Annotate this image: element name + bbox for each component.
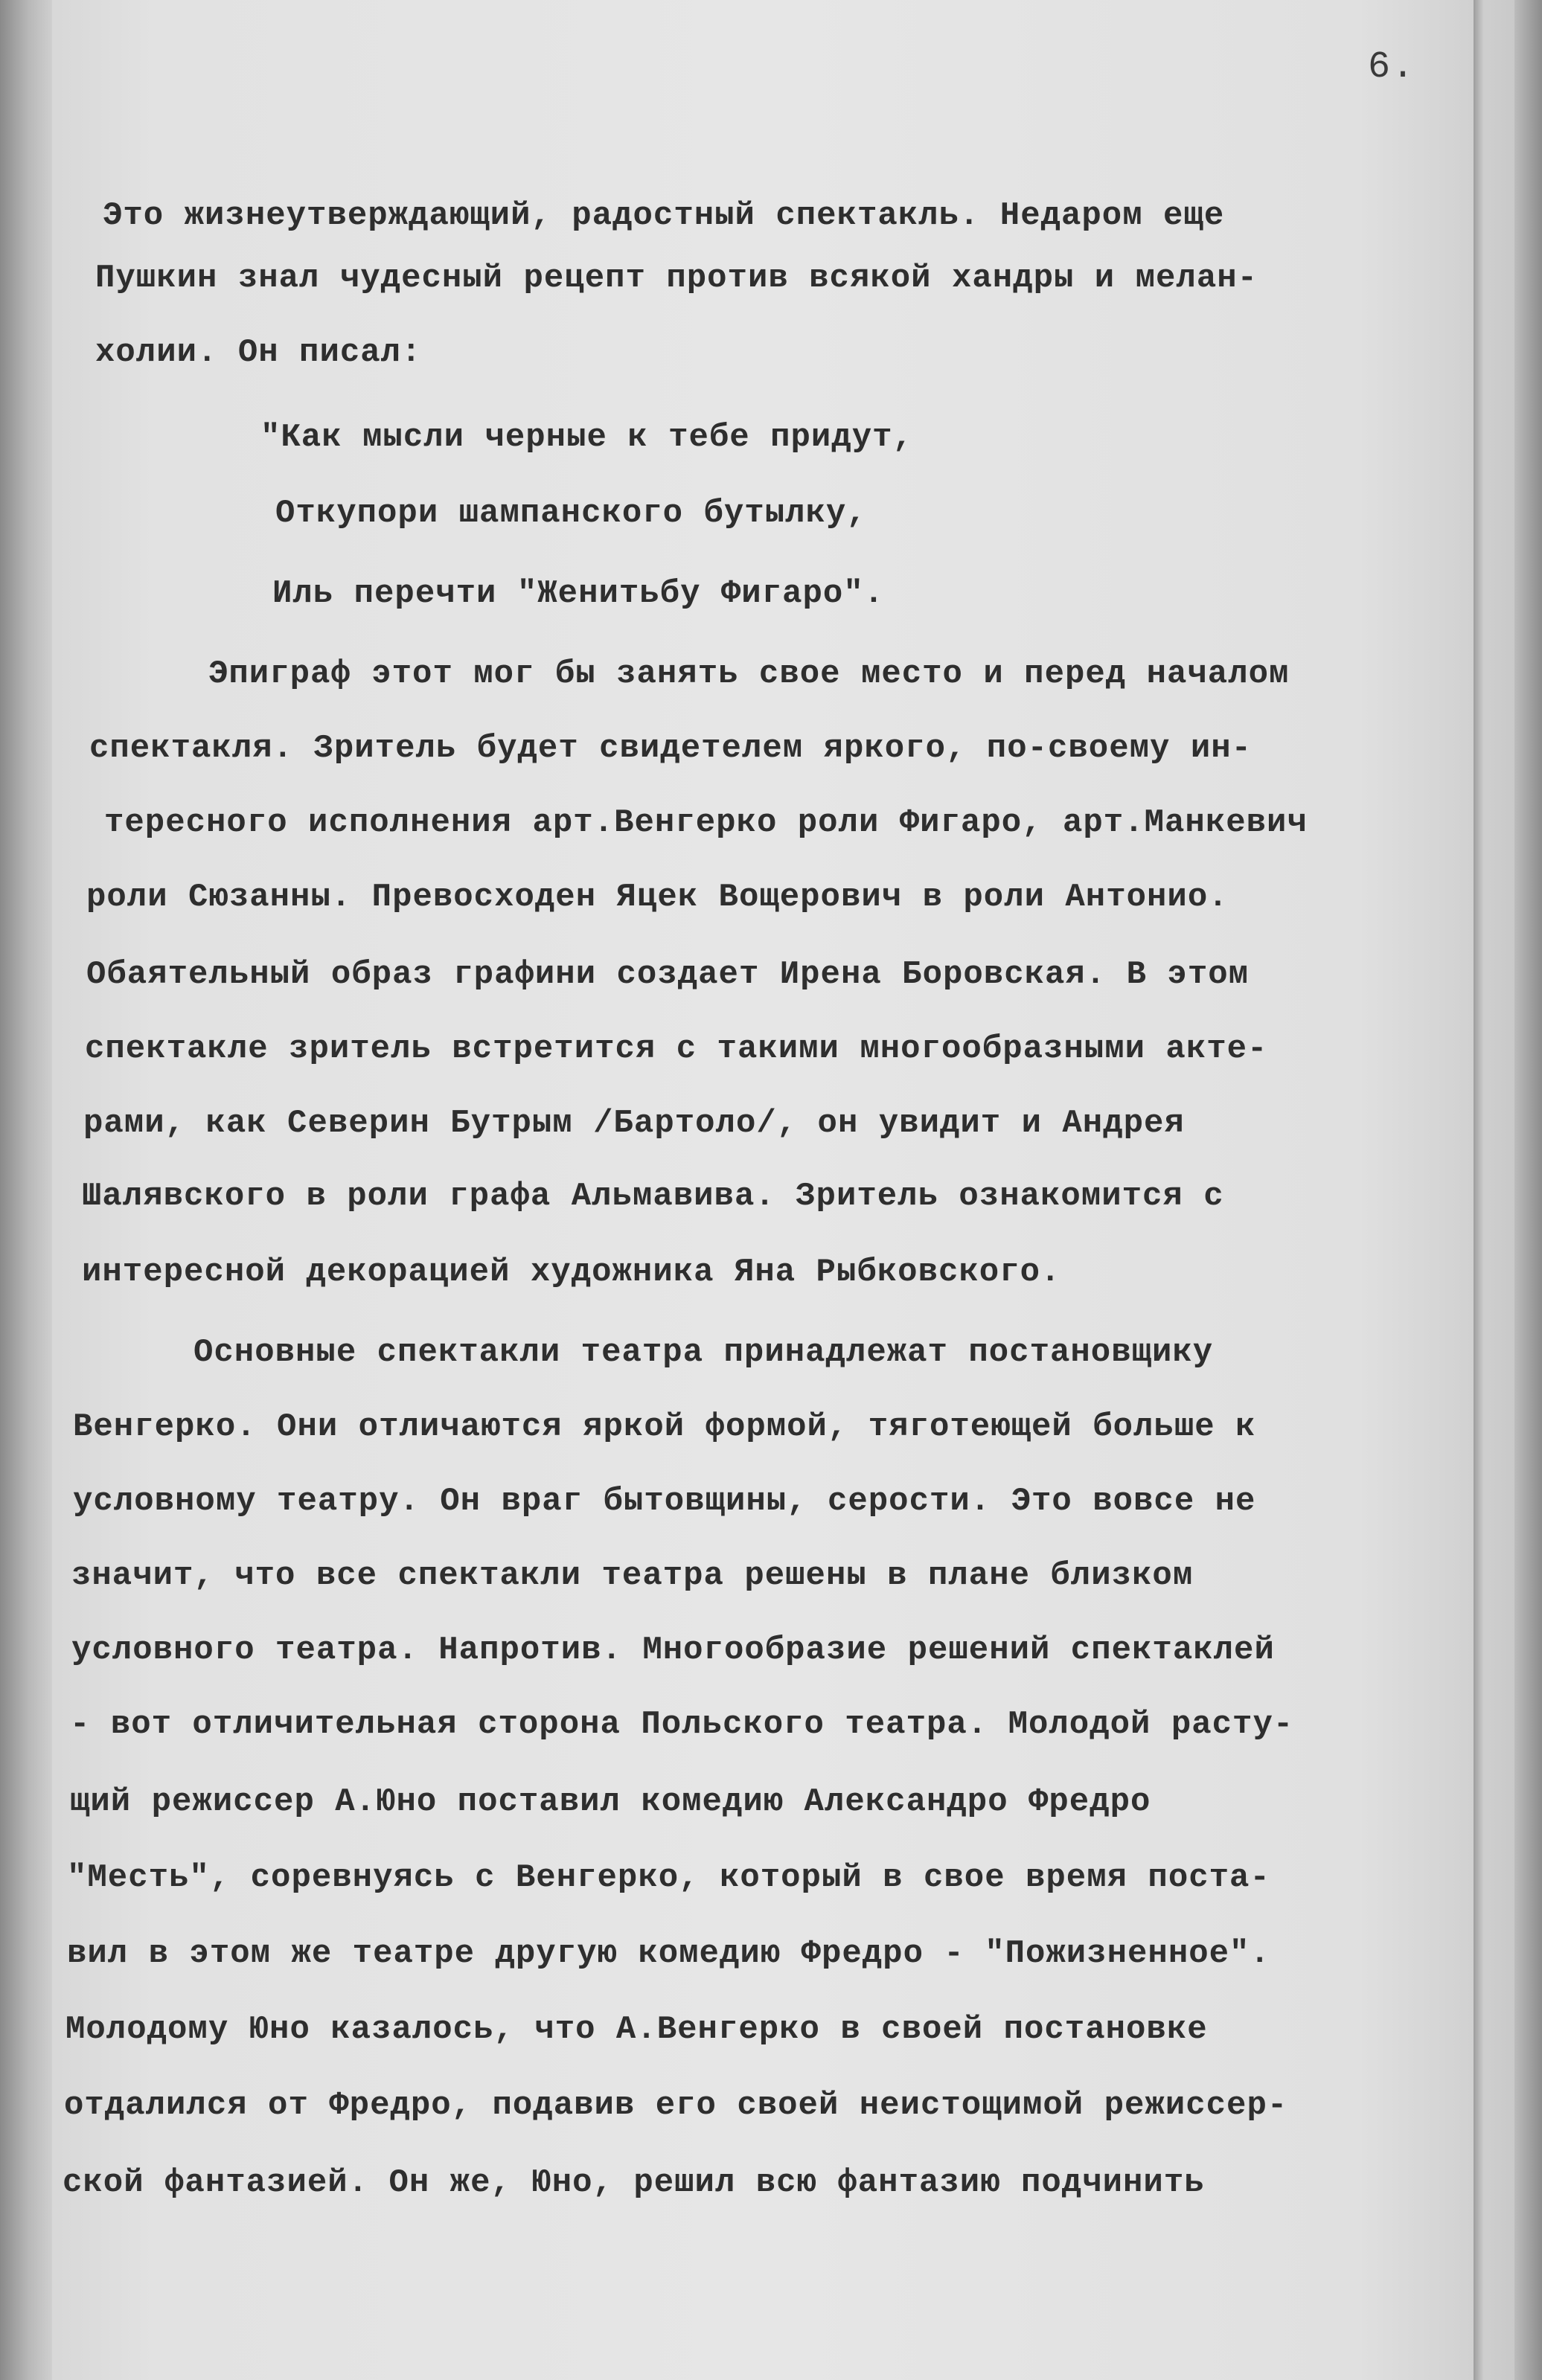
text-line: Основные спектакли театра принадлежат постановщику — [193, 1334, 1214, 1371]
text-line: условному театру. Он враг бытовщины, серости. Это вовсе не — [73, 1483, 1256, 1520]
text-line: Эпиграф этот мог бы занять свое место и перед началом — [208, 655, 1290, 693]
text-line: "Как мысли черные к тебе придут, — [260, 419, 913, 456]
text-line: спектакля. Зритель будет свидетелем яркого, по-своему ин- — [89, 730, 1253, 767]
text-line: - вот отличительная сторона Польского театра. Молодой расту- — [70, 1706, 1294, 1743]
text-line: Обаятельный образ графини создает Ирена Боровская. В этом — [86, 956, 1250, 993]
text-line: "Месть", соревнуясь с Венгерко, который в свое время поста- — [67, 1859, 1270, 1896]
text-line: Шалявского в роли графа Альмавива. Зритель ознакомится с — [82, 1178, 1224, 1215]
text-line: интересной декорацией художника Яна Рыбковского. — [82, 1254, 1061, 1291]
text-line: отдалился от Фредро, подавив его своей неистощимой режиссер- — [64, 2087, 1288, 2124]
text-line: Венгерко. Они отличаются яркой формой, тяготеющей больше к — [73, 1408, 1256, 1446]
text-line: щий режиссер А.Юно поставил комедию Александро Фредро — [70, 1783, 1151, 1821]
page-number: 6. — [1368, 46, 1416, 89]
text-line: холии. Он писал: — [95, 334, 422, 371]
text-line: Пушкин знал чудесный рецепт против всякой хандры и мелан- — [95, 260, 1258, 297]
text-line: условного театра. Напротив. Многообразие решений спектаклей — [71, 1632, 1275, 1669]
text-line: тересного исполнения арт.Венгерко роли Фигаро, арт.Манкевич — [104, 804, 1308, 841]
text-line: Откупори шампанского бутылку, — [275, 495, 867, 532]
text-line: вил в этом же театре другую комедию Фредро - "Пожизненное". — [67, 1935, 1270, 1972]
text-line: роли Сюзанны. Превосходен Яцек Вощерович в роли Антонио. — [86, 879, 1229, 916]
text-line: ской фантазией. Он же, Юно, решил всю фантазию подчинить — [63, 2164, 1205, 2201]
text-line: значит, что все спектакли театра решены в плане близком — [71, 1557, 1194, 1594]
text-line: Иль перечти "Женитьбу Фигаро". — [272, 575, 885, 612]
text-line: Это жизнеутверждающий, радостный спектакль. Недаром еще — [103, 197, 1225, 234]
text-line: рами, как Северин Бутрым /Бартоло/, он увидит и Андрея — [83, 1105, 1185, 1142]
text-line: Молодому Юно казалось, что А.Венгерко в своей постановке — [65, 2011, 1208, 2048]
text-line: спектакле зритель встретится с такими многообразными акте- — [85, 1030, 1268, 1068]
